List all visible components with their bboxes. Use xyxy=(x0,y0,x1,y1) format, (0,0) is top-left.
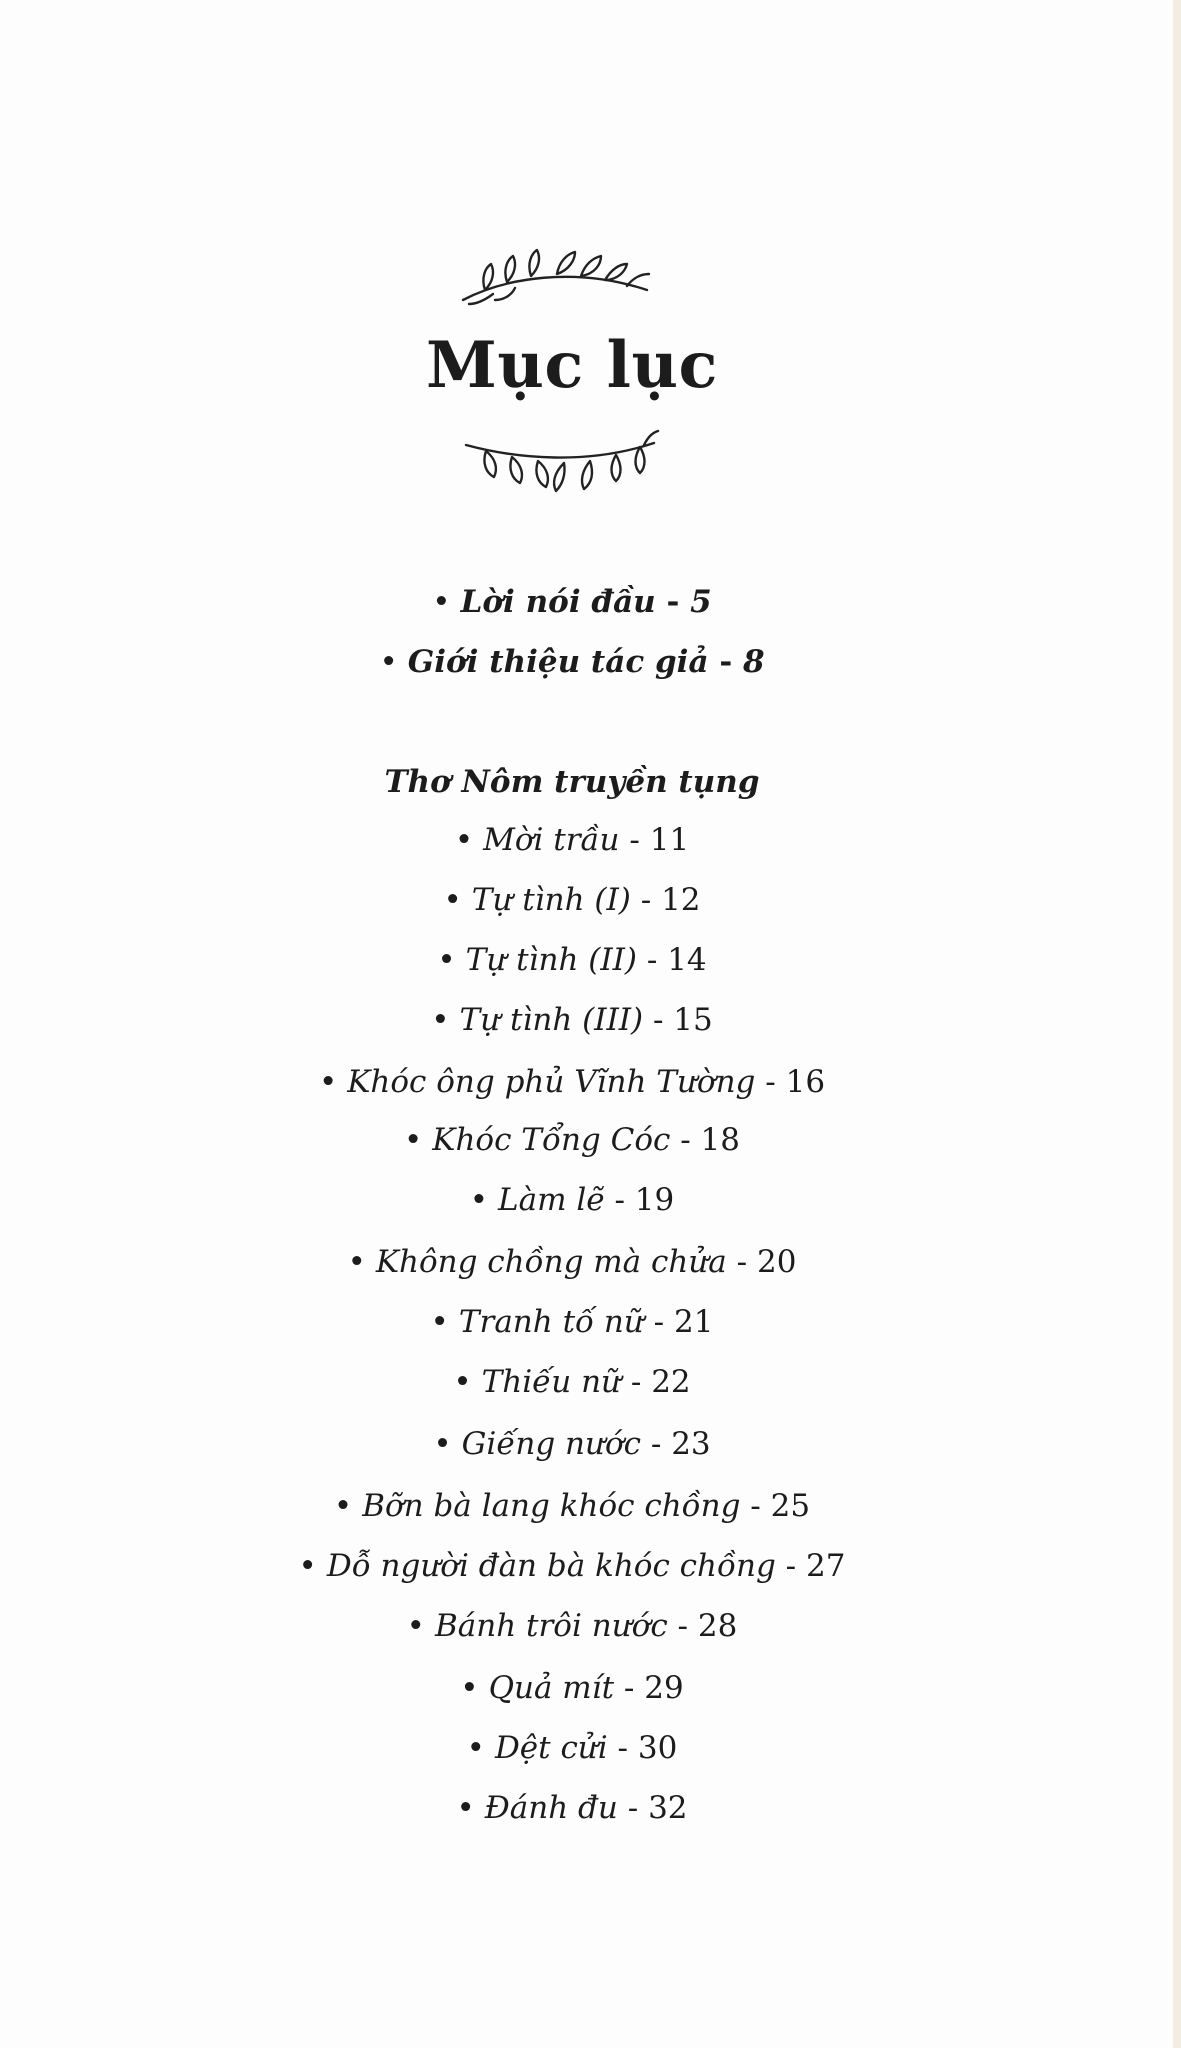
toc-entry[interactable]: • Tự tình (I) - 12 xyxy=(443,882,701,918)
bullet-icon: • xyxy=(347,1244,366,1280)
bullet-icon: • xyxy=(453,1364,472,1400)
toc-entry[interactable]: • Tự tình (II) - 14 xyxy=(437,942,707,978)
toc-entry[interactable]: • Đánh đu - 32 xyxy=(456,1790,688,1826)
bullet-icon: • xyxy=(460,1670,479,1706)
bullet-icon: • xyxy=(437,942,456,978)
toc-entry[interactable]: • Bánh trôi nước - 28 xyxy=(406,1608,738,1644)
bullet-icon: • xyxy=(379,644,398,680)
bullet-icon: • xyxy=(454,822,474,858)
toc-entry[interactable]: • Quả mít - 29 xyxy=(460,1670,684,1706)
toc-entry[interactable]: • Bỡn bà lang khóc chồng - 25 xyxy=(333,1488,811,1524)
page-title: Mục lục xyxy=(426,328,718,403)
laurel-vine-icon xyxy=(458,425,663,500)
bullet-icon: • xyxy=(433,1426,452,1462)
bullet-icon: • xyxy=(466,1730,485,1766)
bullet-icon: • xyxy=(318,1064,338,1100)
toc-entry[interactable]: • Tranh tố nữ - 21 xyxy=(430,1304,714,1340)
section-heading: Thơ Nôm truyền tụng xyxy=(384,764,760,800)
toc-entry[interactable]: • Lời nói đầu - 5 xyxy=(432,584,712,620)
toc-entry[interactable]: • Làm lẽ - 19 xyxy=(469,1182,675,1218)
bullet-icon: • xyxy=(432,584,451,620)
toc-entry[interactable]: • Tự tình (III) - 15 xyxy=(431,1002,713,1038)
bullet-icon: • xyxy=(469,1182,489,1218)
bullet-icon: • xyxy=(298,1548,317,1584)
page-edge xyxy=(1173,0,1181,2048)
bullet-icon: • xyxy=(406,1608,425,1644)
toc-entry[interactable]: • Dỗ người đàn bà khóc chồng - 27 xyxy=(298,1548,846,1584)
toc-entry[interactable]: • Mời trầu - 11 xyxy=(454,822,690,858)
bullet-icon: • xyxy=(443,882,462,918)
bullet-icon: • xyxy=(333,1488,353,1524)
laurel-vine-icon xyxy=(455,238,655,310)
bullet-icon: • xyxy=(456,1790,475,1826)
bullet-icon: • xyxy=(430,1304,449,1340)
toc-entry[interactable]: • Giới thiệu tác giả - 8 xyxy=(379,644,765,680)
toc-entry[interactable]: • Thiếu nữ - 22 xyxy=(453,1364,691,1400)
toc-entry[interactable]: • Giếng nước - 23 xyxy=(433,1426,711,1462)
toc-entry[interactable]: • Không chồng mà chửa - 20 xyxy=(347,1244,797,1280)
toc-entry[interactable]: • Khóc ông phủ Vĩnh Tường - 16 xyxy=(318,1064,826,1100)
bullet-icon: • xyxy=(431,1002,450,1038)
bullet-icon: • xyxy=(404,1122,423,1158)
toc-entry[interactable]: • Khóc Tổng Cóc - 18 xyxy=(404,1122,740,1158)
toc-entry[interactable]: • Dệt cửi - 30 xyxy=(466,1730,678,1766)
